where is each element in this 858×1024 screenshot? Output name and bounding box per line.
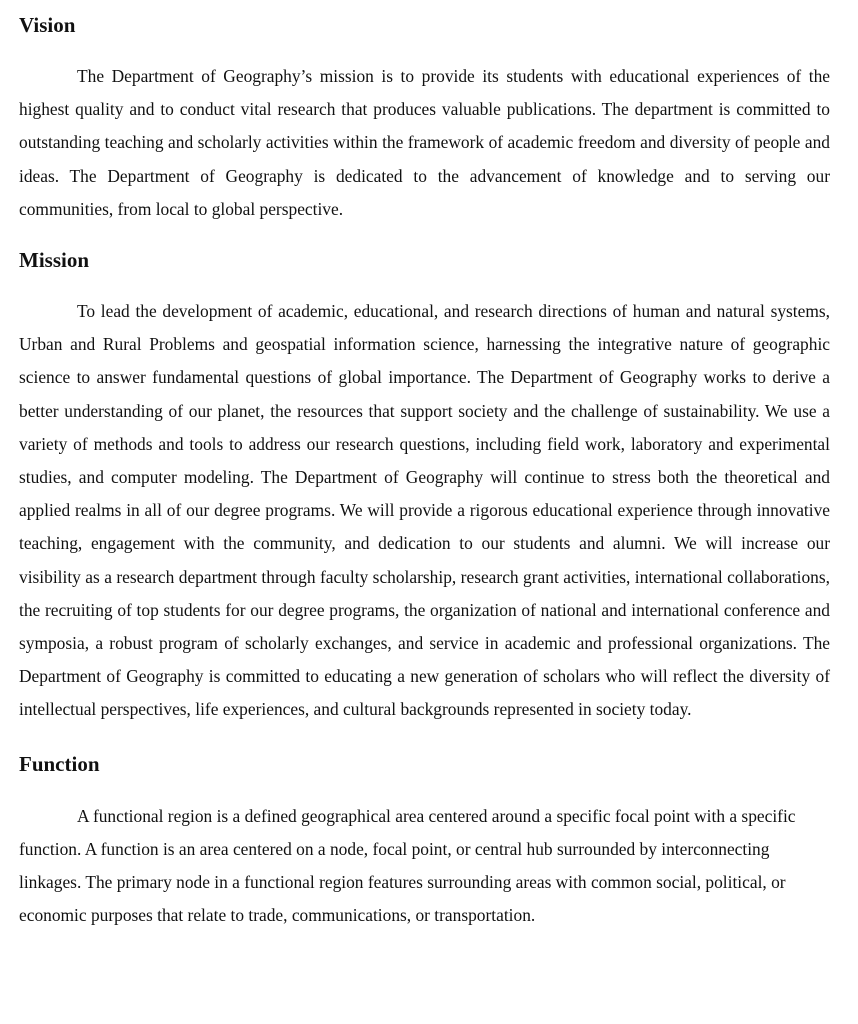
vision-heading: Vision (19, 13, 76, 37)
mission-paragraph: To lead the development of academic, educational, and research directions of human and natural systems, Urban and Rural Problems and geospatial information science, harnessing the integrative nature of geographic science to answer fundamental questions of global importance. The Department of Geography works to derive a better understanding of our planet, the resources that support society and the challenge of sustainability. We use a variety of methods and tools to address our research questions, including field work, laboratory and experimental studies, and computer modeling. The Department of Geography will continue to stress both the theoretical and applied realms in all of our degree programs. We will provide a rigorous educational experience through innovative teaching, engagement with the community, and dedication to our students and alumni. We will increase our visibility as a research department through faculty scholarship, research grant activities, international collaborations, the recruiting of top students for our degree programs, the organization of national and international conference and symposia, a robust program of scholarly exchanges, and service in academic and professional organizations. The Department of Geography is committed to educating a new generation of scholars who will reflect the diversity of intellectual perspectives, life experiences, and cultural backgrounds represented in society today. (19, 301, 830, 720)
function-paragraph: A functional region is a defined geographical area centered around a specific focal point with a specific function. A function is an area centered on a node, focal point, or central hub surrounded by interconnecting linkages. The primary node in a functional region features surrounding areas with common social, political, or economic purposes that relate to trade, communications, or transportation. (19, 805, 796, 926)
document-page (19, 0, 830, 932)
vision-paragraph: The Department of Geography’s mission is to provide its students with educational experiences of the highest quality and to conduct vital research that produces valuable publications. The department is committed to outstanding teaching and scholarly activities within the framework of academic freedom and diversity of people and ideas. The Department of Geography is dedicated to the advancement of knowledge and to serving our communities, from local to global perspective. (19, 66, 830, 219)
mission-heading: Mission (19, 248, 90, 273)
function-heading: Function (19, 751, 100, 776)
